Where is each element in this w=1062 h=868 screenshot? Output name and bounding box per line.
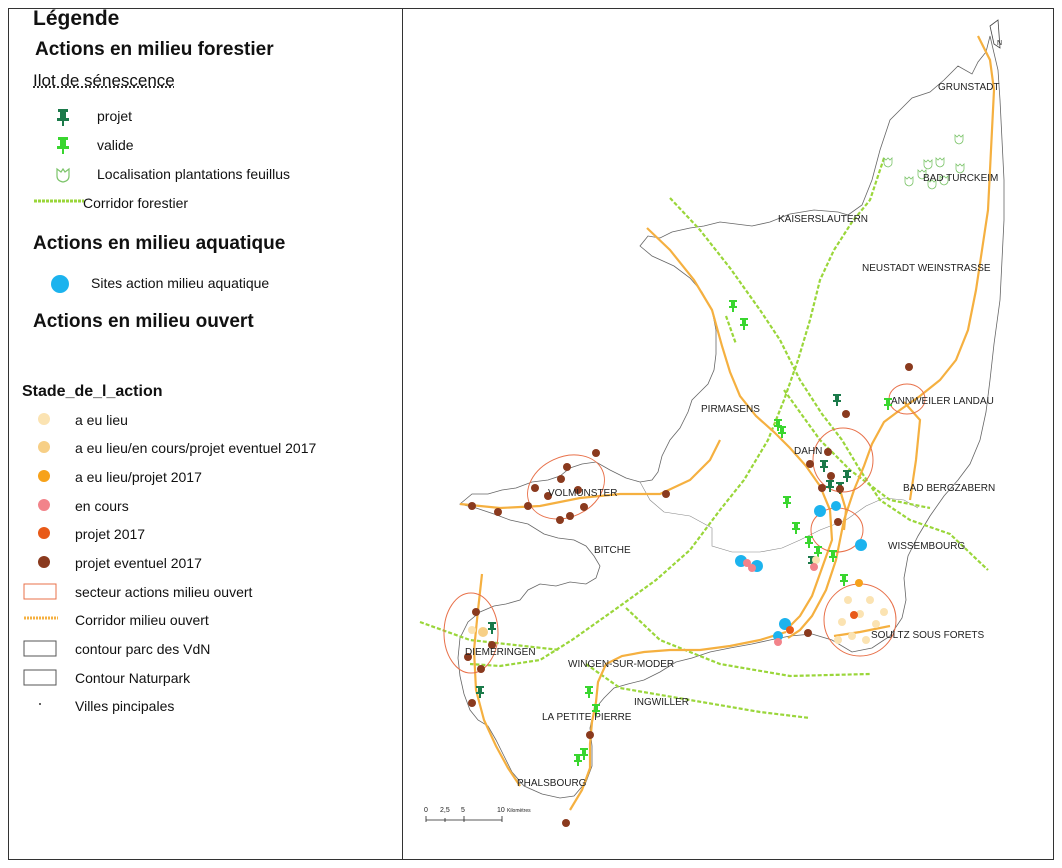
open-actions-header: Actions en milieu ouvert — [33, 311, 254, 332]
naturpark-contour-box-icon — [23, 669, 59, 687]
stage-projet-eventuel: projet eventuel 2017 — [75, 555, 202, 571]
stage-dot-icon — [37, 440, 51, 454]
stage-dot-icon — [37, 526, 51, 540]
town-ingwiller: INGWILLER — [634, 697, 690, 708]
legend-item-sector: secteur actions milieu ouvert — [75, 584, 253, 600]
stage-dot-icon — [37, 412, 51, 426]
stage-dot-icon — [37, 469, 51, 483]
stage-eventuel: a eu lieu/en cours/projet eventuel 2017 — [75, 440, 317, 456]
north-label: N — [997, 40, 1003, 47]
scale-tick-2-5: 2,5 — [440, 807, 450, 814]
stage-projet-eventuel-dots — [464, 363, 913, 827]
town-la-petite-pierre: LA PETITE PIERRE — [542, 712, 632, 723]
sector-box-icon — [23, 583, 59, 601]
pin-dark-green-icon — [53, 107, 73, 127]
stage-projet-2017-dots — [786, 611, 858, 634]
scale-tick-0: 0 — [424, 807, 428, 814]
stage-dot-icon — [37, 498, 51, 512]
legend-item-forest-corridor: Corridor forestier — [83, 195, 189, 211]
scale-tick-5: 5 — [461, 807, 465, 814]
legend-panel — [9, 9, 403, 859]
aquatic-sites — [735, 501, 867, 641]
aquatic-actions-header: Actions en milieu aquatique — [33, 233, 286, 254]
senescence-label: Ilot de sénescence — [33, 71, 175, 90]
legend-item-aquatic: Sites action milieu aquatique — [91, 275, 270, 291]
town-grunstadt: GRUNSTADT — [938, 82, 1000, 93]
legend-item-open-corridor: Corridor milieu ouvert — [75, 612, 209, 628]
stage-a-eu-lieu-dots — [468, 556, 888, 644]
stage-projet-2017: projet 2017 — [75, 526, 146, 542]
open-corridor-line-icon — [23, 613, 59, 623]
park-contour — [458, 36, 1004, 798]
aquatic-site-dot-icon — [49, 273, 71, 295]
plantation-shield-icon — [53, 165, 73, 185]
town-soultz: SOULTZ SOUS FORETS — [871, 630, 985, 641]
scale-tick-10: 10 — [497, 807, 505, 814]
stage-projet-2017-done-dots — [855, 579, 863, 587]
town-bad-bergzabern: BAD BERGZABERN — [903, 483, 996, 494]
town-kaiserslautern: KAISERSLAUTERN — [778, 214, 869, 225]
town-phalsbourg: PHALSBOURG — [517, 778, 587, 789]
stage-projet-2017-done: a eu lieu/projet 2017 — [75, 469, 202, 485]
forest-corridor-line-icon — [33, 196, 85, 206]
stage-title: Stade_de_l_action — [22, 383, 163, 400]
sector-zones — [444, 384, 925, 673]
town-wissembourg: WISSEMBOURG — [888, 541, 966, 552]
pin-light-green-icon — [53, 135, 73, 155]
stage-en-cours: en cours — [75, 498, 129, 514]
legend-item-towns: Villes pincipales — [75, 698, 175, 714]
town-volmunster: VOLMUNSTER — [548, 488, 618, 499]
town-bad-turckeim: BAD TURCKEIM — [923, 173, 999, 184]
stage-dot-icon — [37, 555, 51, 569]
pins-valide — [574, 300, 892, 766]
town-dahn: DAHN — [794, 446, 823, 457]
legend-item-naturpark: Contour Naturpark — [75, 670, 191, 686]
town-wingen: WINGEN-SUR-MODER — [568, 659, 675, 670]
open-corridors — [460, 36, 994, 810]
town-pirmasens: PIRMASENS — [701, 404, 760, 415]
town-diemeringen: DIEMERINGEN — [465, 647, 536, 658]
town-bitche: BITCHE — [594, 545, 631, 556]
legend-title: Légende — [33, 7, 120, 30]
stage-a-eu-lieu: a eu lieu — [75, 412, 128, 428]
legend-item-projet: projet — [97, 108, 133, 124]
scale-unit: Kilomètres — [507, 808, 531, 814]
town-annweiler: ANNWEILER LANDAU — [891, 396, 994, 407]
town-dot-icon — [37, 701, 43, 707]
legend-item-plantations: Localisation plantations feuillus — [97, 166, 291, 182]
legend-item-park-contour: contour parc des VdN — [75, 641, 211, 657]
stage-eventuel-dots — [478, 627, 488, 637]
map-canvas — [404, 9, 1053, 859]
scale-bar — [424, 807, 531, 822]
forest-actions-header: Actions en milieu forestier — [35, 39, 274, 60]
legend-item-valide: valide — [97, 137, 134, 153]
map-panel — [404, 9, 1053, 859]
park-contour-box-icon — [23, 640, 59, 658]
town-neustadt: NEUSTADT WEINSTRASSE — [862, 263, 991, 274]
